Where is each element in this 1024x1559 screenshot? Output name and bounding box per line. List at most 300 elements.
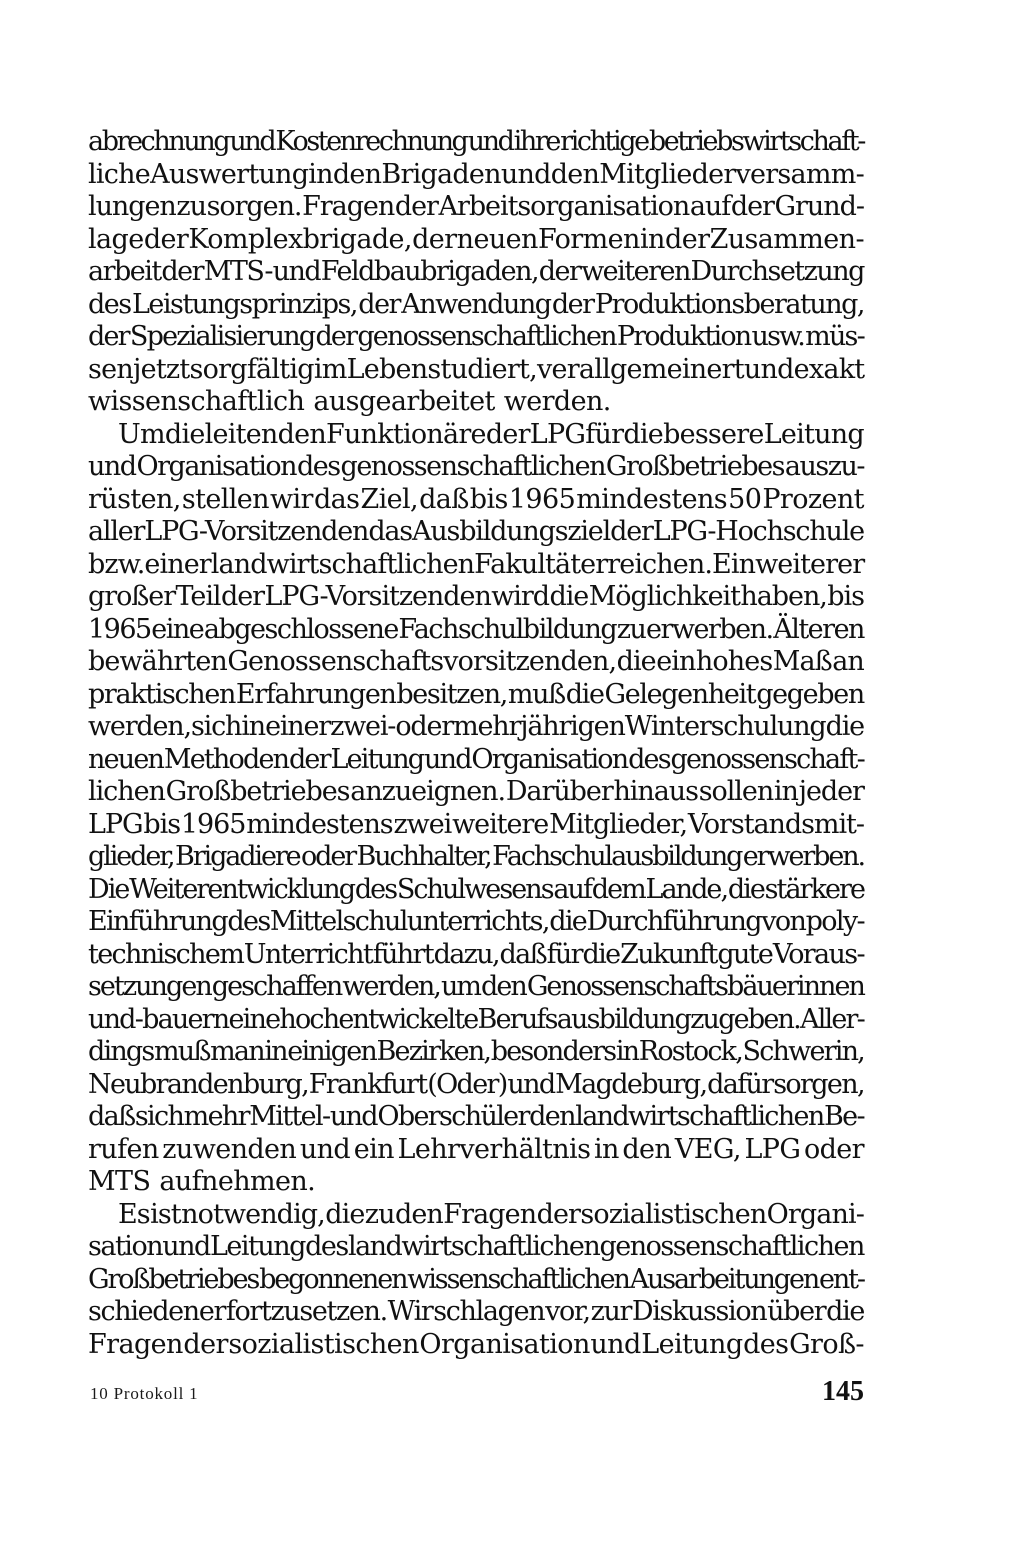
word: sorgen. [206,191,302,222]
word: der [665,223,710,255]
text-line [88,1004,864,1037]
word: ist [150,1198,181,1230]
word: Groß- [789,1328,864,1360]
word: der [538,256,581,287]
page-number: 145 [822,1376,864,1407]
word: 1965 [508,483,576,515]
word: Es [118,1198,150,1230]
word: Auswertung [150,158,309,190]
word: auf [689,191,731,222]
word: einigen [287,1036,376,1067]
word: Schulwesens [396,873,553,905]
word: das [313,483,360,515]
word: Teil [175,581,221,612]
word: des [354,873,397,905]
word: stärkere [764,873,864,905]
word: Um [118,418,165,450]
word: daß [499,938,546,970]
word: Maß [772,646,832,677]
word: Ausarbeitungen [629,1263,819,1295]
word: zwei [393,808,452,840]
text-line [88,549,864,582]
word: lage [88,223,144,255]
word: geben. [718,1003,800,1035]
word: die [825,711,864,742]
word: 1965 [88,613,151,645]
word: Möglichkeit [588,581,740,612]
word: zur [590,1296,632,1327]
word: bewährten [88,646,227,677]
text-line [88,159,864,192]
text-line [88,646,864,679]
word: lichen [88,776,165,807]
word: ent- [819,1263,864,1295]
text-line [88,711,864,744]
word: die [549,906,587,937]
word: weitere [452,808,549,840]
word: glieder, [88,841,174,872]
word: in [615,1036,639,1067]
word: hochentwickelte [279,1003,478,1035]
word: hinaus [613,776,698,807]
word: die [727,873,764,905]
text-line [88,939,864,972]
word: des [628,743,670,775]
paragraph [88,1199,864,1362]
word: das [368,516,412,547]
text-line [88,971,864,1004]
word: Fragen [302,191,395,222]
word: haben, [740,581,827,612]
word: Leitung [641,1328,743,1360]
word: landwirtschaftlichen [210,548,475,580]
word: zu [690,1003,719,1035]
word: Genossenschaftsbäuerinnen [526,971,864,1002]
text-line [88,386,864,419]
word: in [593,1133,619,1165]
word: Organisation [136,451,297,482]
word: mehr [183,1101,249,1132]
word: den [481,971,526,1002]
word: Fragen [443,1198,537,1230]
word: und [329,1101,377,1132]
word: Bezirken, [376,1036,491,1067]
word: die [826,1296,864,1327]
word: Lehrverhältnis [397,1133,591,1165]
word: Rostock, [638,1036,743,1067]
word: für [546,938,582,970]
word: an [832,646,864,677]
word: Älteren [773,613,864,645]
word: vor, [545,1296,590,1327]
text-line [88,841,864,874]
word: studiert, [427,353,537,385]
word: Be- [823,1101,864,1132]
word: Winterschulung [624,711,826,742]
word: über [767,1296,826,1327]
word: betriebswirtschaft- [648,126,864,157]
word: Organisation [419,1328,590,1360]
word: Zukunft [620,938,717,970]
word: Mitgliederversamm- [599,158,864,190]
word: Oberschüler [377,1101,529,1132]
word: Fragen [88,1328,183,1360]
word: führt [372,938,433,970]
word: Produktionsberatung, [594,288,864,320]
word: richtige [560,126,648,157]
word: aller [88,516,145,547]
text-line [88,679,864,712]
printer-signature: 10 Protokoll 1 [90,1384,199,1403]
word: der [183,1328,228,1360]
word: abrechnung [88,126,229,157]
text-line [88,1134,864,1167]
word: Arbeitsorganisation [438,191,690,222]
word: Aller- [800,1003,864,1035]
word: sich [134,1101,184,1132]
word: die [565,678,604,710]
word: muß [153,1036,210,1067]
word: zwei- [330,711,396,742]
word: Neubrandenburg, [88,1068,309,1100]
word: die [616,646,656,677]
word: der [143,223,189,255]
word: Berufsausbildung [477,1003,690,1035]
word: bis [469,483,508,515]
word: Fachschulbildung [398,613,617,645]
word: werden, [342,971,440,1002]
word: wir [270,483,313,515]
word: in [639,223,665,255]
word: sozialistischen [228,1328,419,1360]
word: mehrjährigen [453,711,625,742]
word: wissenschaftlichen [407,1263,629,1295]
word: Die [88,873,129,905]
word: fortzusetzen. [225,1296,387,1327]
text-line [88,451,864,484]
word: schiedener [88,1296,226,1327]
word: gegeben [756,678,864,710]
word: ihre [513,126,559,157]
word: großer [88,581,176,612]
word: LPG [529,418,586,450]
word: werden, [88,711,191,742]
word: und [299,1133,351,1165]
word: und [424,743,471,775]
word: jeder [798,776,864,807]
word: in [308,158,333,190]
word: leitenden [204,418,326,450]
word: neuen [88,743,164,775]
text-line [88,1264,864,1297]
word: Fakultät [474,548,581,580]
word: genossenschaftlichen [357,321,616,352]
word: 50 [728,483,762,515]
word: Feldbaubrigaden, [320,256,539,287]
word: von [761,906,806,937]
word: den [332,158,382,190]
word: ausgearbeitet [313,386,495,417]
word: Leitung [330,743,424,775]
word: Mitglieder, [549,808,687,840]
word: LPG-Vorsitzenden [144,516,369,547]
word: eine [228,1003,280,1035]
word: Ausbildungsziel [412,516,611,547]
word: VEG, [674,1133,741,1165]
word: rufen [88,1133,159,1165]
word: zu [616,613,646,645]
word: dings [88,1036,154,1067]
word: schlagen [433,1296,545,1327]
text-line [88,1231,864,1264]
word: LPG-Vorsitzenden [264,581,491,612]
word: landwirtschaftlichen [575,1101,824,1132]
text-line [88,1101,864,1134]
word: Vorstandsmit- [687,808,864,840]
text-line [88,1166,864,1199]
word: sorgen, [773,1068,864,1100]
word: und [229,126,275,157]
word: aufnehmen. [159,1166,316,1197]
word: setzungen [88,971,211,1002]
word: Grund- [774,191,864,222]
word: -bauern [134,1003,229,1035]
text-line [88,224,864,257]
word: Methoden [163,743,289,775]
word: die [164,418,205,450]
word: man [210,1036,264,1067]
word: der [551,288,594,320]
word: neuen [456,223,538,255]
text-line [88,1199,864,1232]
word: der [485,418,530,450]
word: (Oder) [427,1068,507,1100]
word: gute [717,938,773,970]
word: stellen [181,483,269,515]
page-footer [88,1376,864,1414]
word: und [88,451,136,482]
word: und [590,1328,641,1360]
word: den [394,1198,443,1230]
word: geschaffen [211,971,342,1002]
word: exakt [793,353,865,385]
text-line [88,289,864,322]
word: Organi- [766,1198,864,1230]
word: Frankfurt [308,1068,427,1100]
word: der [394,191,438,222]
word: Mittelschulunterrichts, [269,906,549,937]
word: liche [88,158,151,190]
word: genossenschaftlichen [599,1231,864,1262]
word: den [622,1133,672,1165]
word: der [315,321,357,352]
word: bis [143,808,181,840]
word: Fachschulausbildung [492,841,742,872]
word: Gelegenheit [604,678,756,710]
word: der [88,321,129,352]
word: sorgfältig [189,353,314,385]
word: Komplexbrigade, [188,223,412,255]
word: der [358,288,400,320]
word: Kostenrechnung [275,126,467,157]
word: Brigaden [381,158,501,190]
word: in [773,776,798,807]
word: Weiterentwicklung [129,873,355,905]
word: sich [190,711,242,742]
word: zu [176,191,206,222]
word: und [88,1003,135,1035]
word: daß [88,1101,135,1132]
word: muß [507,678,565,710]
word: Ein [712,548,756,580]
text-line [88,484,864,517]
word: der [220,581,265,612]
word: Mittel- [249,1101,330,1132]
word: Formen [537,223,640,255]
word: Durchsetzung [690,256,864,287]
word: Erfahrungen [235,678,396,710]
word: müs- [805,321,864,352]
word: oder [803,1133,864,1165]
word: den [529,1101,575,1132]
text-line [88,906,864,939]
word: einer [265,711,330,742]
word: in [241,711,265,742]
word: werden. [503,386,611,417]
text-line [88,776,864,809]
paragraph [88,126,864,419]
word: notwendig, [181,1198,325,1230]
word: bis [827,581,864,612]
word: dem [591,873,645,905]
word: weiteren [581,256,690,287]
word: in [264,1036,287,1067]
word: des [88,288,131,320]
text-line [88,126,864,159]
word: sen [88,353,133,385]
word: die [325,1198,365,1230]
text-line [88,1036,864,1069]
word: Leistungsprinzips, [131,288,357,320]
word: die [582,938,620,970]
word: LPG [88,808,143,840]
word: ein [353,1133,394,1165]
text-line [88,191,864,224]
text-line [88,419,864,452]
word: besonders [490,1036,616,1067]
word: 1965 [180,808,246,840]
word: Großbetriebes [605,451,784,482]
word: Durchführung [586,906,761,937]
word: den [550,158,600,190]
word: daß [419,483,469,515]
word: des [305,1231,348,1262]
paragraph [88,419,864,1199]
word: auszu- [784,451,864,482]
word: weiterer [755,548,865,580]
word: die [549,581,589,612]
word: lungen [88,191,176,222]
word: Spezialisierung [129,321,315,352]
text-line [88,809,864,842]
word: begonnenen [259,1263,407,1295]
word: dafür [707,1068,773,1100]
text-line [88,321,864,354]
word: der [161,256,204,287]
word: im [313,353,347,385]
word: Anwendung [401,288,551,320]
word: usw. [751,321,805,352]
word: Magdeburg, [555,1068,707,1100]
word: MTS [88,1166,151,1197]
word: und [162,1231,210,1262]
word: mindestens [246,808,393,840]
word: besitzen, [396,678,508,710]
word: bzw. [88,548,145,580]
word: des [227,906,270,937]
word: Genossenschaftsvorsitzenden, [227,646,617,677]
word: und [467,126,513,157]
word: und [743,353,794,385]
text-line [88,614,864,647]
word: der [730,191,774,222]
word: für [585,418,624,450]
word: hohes [695,646,773,677]
word: Leitung [210,1231,305,1262]
word: ein [656,646,696,677]
word: dazu, [433,938,499,970]
word: der [288,743,330,775]
word: Organisation [471,743,628,775]
word: abgeschlossene [203,613,398,645]
word: um [440,971,481,1002]
word: und [500,158,551,190]
text-line [88,354,864,387]
word: der [412,223,457,255]
word: zuwenden [162,1133,297,1165]
word: der [536,1198,581,1230]
word: erreichen. [580,548,713,580]
word: auf [553,873,592,905]
word: des [296,451,340,482]
word: oder [395,711,453,742]
word: Diskussion [631,1296,767,1327]
word: Darüber [505,776,613,807]
word: Produktion [616,321,751,352]
text-line [88,744,864,777]
word: Großbetriebes [88,1263,259,1295]
word: Ziel, [360,483,419,515]
word: und [507,1068,555,1100]
word: verallgemeinert [536,353,744,385]
word: LPG-Hochschule [652,516,864,547]
text-line [88,1069,864,1102]
word: einer [144,548,211,580]
word: mindestens [576,483,728,515]
word: eine [151,613,204,645]
word: Voraus- [772,938,864,970]
word: des [743,1328,789,1360]
word: genossenschaft- [670,743,864,775]
word: Funktionäre [326,418,486,450]
word: wird [491,581,549,612]
word: der [610,516,653,547]
word: anzueignen. [350,776,506,807]
word: wissenschaftlich [88,386,305,417]
word: MTS- [203,256,272,287]
word: Leben [346,353,428,385]
word: sozialistischen [580,1198,767,1230]
